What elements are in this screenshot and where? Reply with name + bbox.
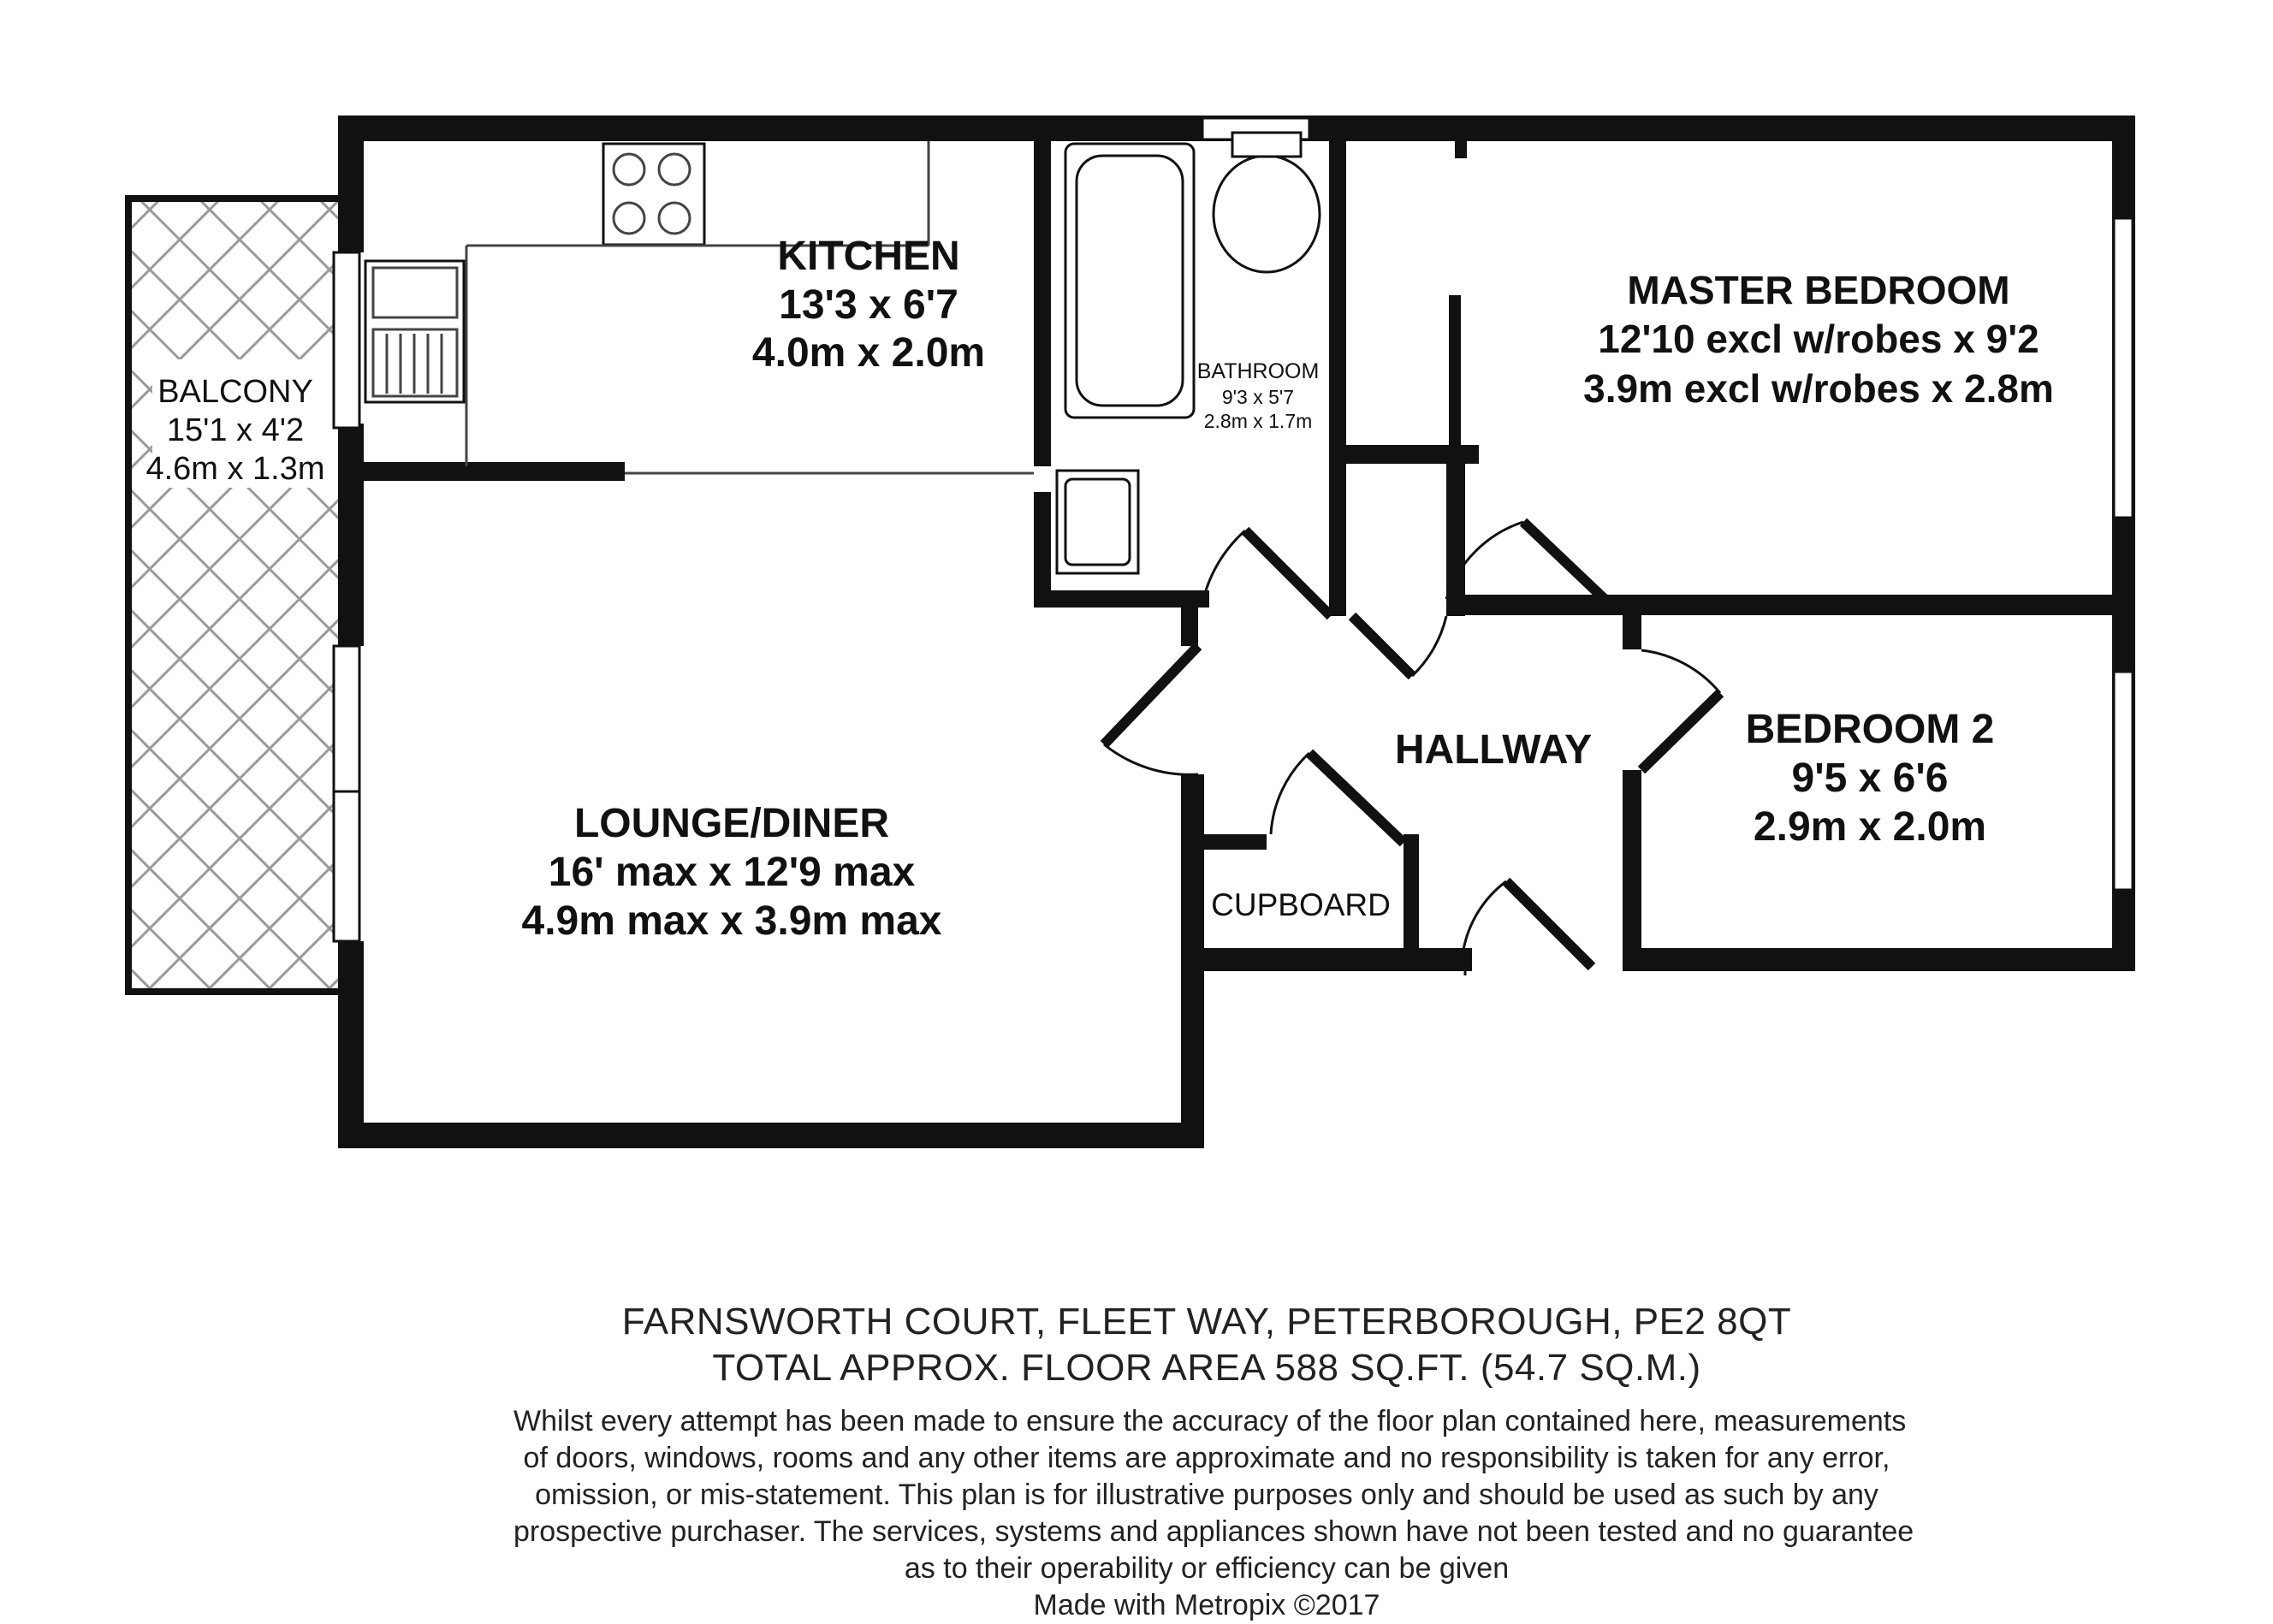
master-bedroom-imperial: 12'10 excl w/robes x 9'2 [1598,317,2039,361]
kitchen-imperial: 13'3 x 6'7 [779,282,958,328]
kitchen-metric: 4.0m x 2.0m [751,330,986,376]
lounge-diner-metric: 4.9m max x 3.9m max [521,898,942,944]
cupboard-name: CUPBOARD [1211,887,1391,922]
disclaimer-line: prospective purchaser. The services, systems and appliances shown have not been tested and no guarantee [513,1515,1914,1548]
bathroom-fittings [1057,133,1320,573]
disclaimer-line: Whilst every attempt has been made to ensure the accuracy of the floor plan contained here, measurements [513,1405,1907,1437]
disclaimer-line: as to their operability or efficiency can be given [904,1552,1510,1585]
footer-credit: Made with Metropix ©2017 [1033,1589,1380,1621]
master-bedroom-name: MASTER BEDROOM [1627,268,2010,312]
hallway-name: HALLWAY [1394,727,1593,773]
bathroom-metric: 2.8m x 1.7m [1203,410,1313,432]
bedroom-2-metric: 2.9m x 2.0m [1753,804,1987,850]
disclaimer-line: omission, or mis-statement. This plan is for illustrative purposes only and should be used as such by any [535,1479,1878,1511]
kitchen-name: KITCHEN [777,234,960,279]
bedroom-2-imperial: 9'5 x 6'6 [1791,756,1949,801]
disclaimer-line: of doors, windows, rooms and any other items are approximate and no responsibility is taken for any error, [523,1442,1890,1474]
footer-address: FARNSWORTH COURT, FLEET WAY, PETERBOROUGH, PE2 8QT [621,1301,1792,1342]
balcony [128,199,342,992]
lounge-diner-name: LOUNGE/DINER [573,801,890,846]
lounge-diner-imperial: 16' max x 12'9 max [548,850,916,895]
footer-disclaimer [513,1403,1914,1587]
master-bedroom-metric: 3.9m excl w/robes x 2.8m [1583,366,2054,411]
bedroom-2-name: BEDROOM 2 [1745,707,1995,752]
bathroom-name: BATHROOM [1196,359,1320,383]
balcony-metric: 4.6m x 1.3m [145,451,325,487]
footer-total-area: TOTAL APPROX. FLOOR AREA 588 SQ.FT. (54.7 SQ.M.) [712,1347,1701,1389]
bathroom-imperial: 9'3 x 5'7 [1221,386,1295,408]
balcony-imperial: 15'1 x 4'2 [166,412,305,448]
balcony-name: BALCONY [157,374,313,410]
